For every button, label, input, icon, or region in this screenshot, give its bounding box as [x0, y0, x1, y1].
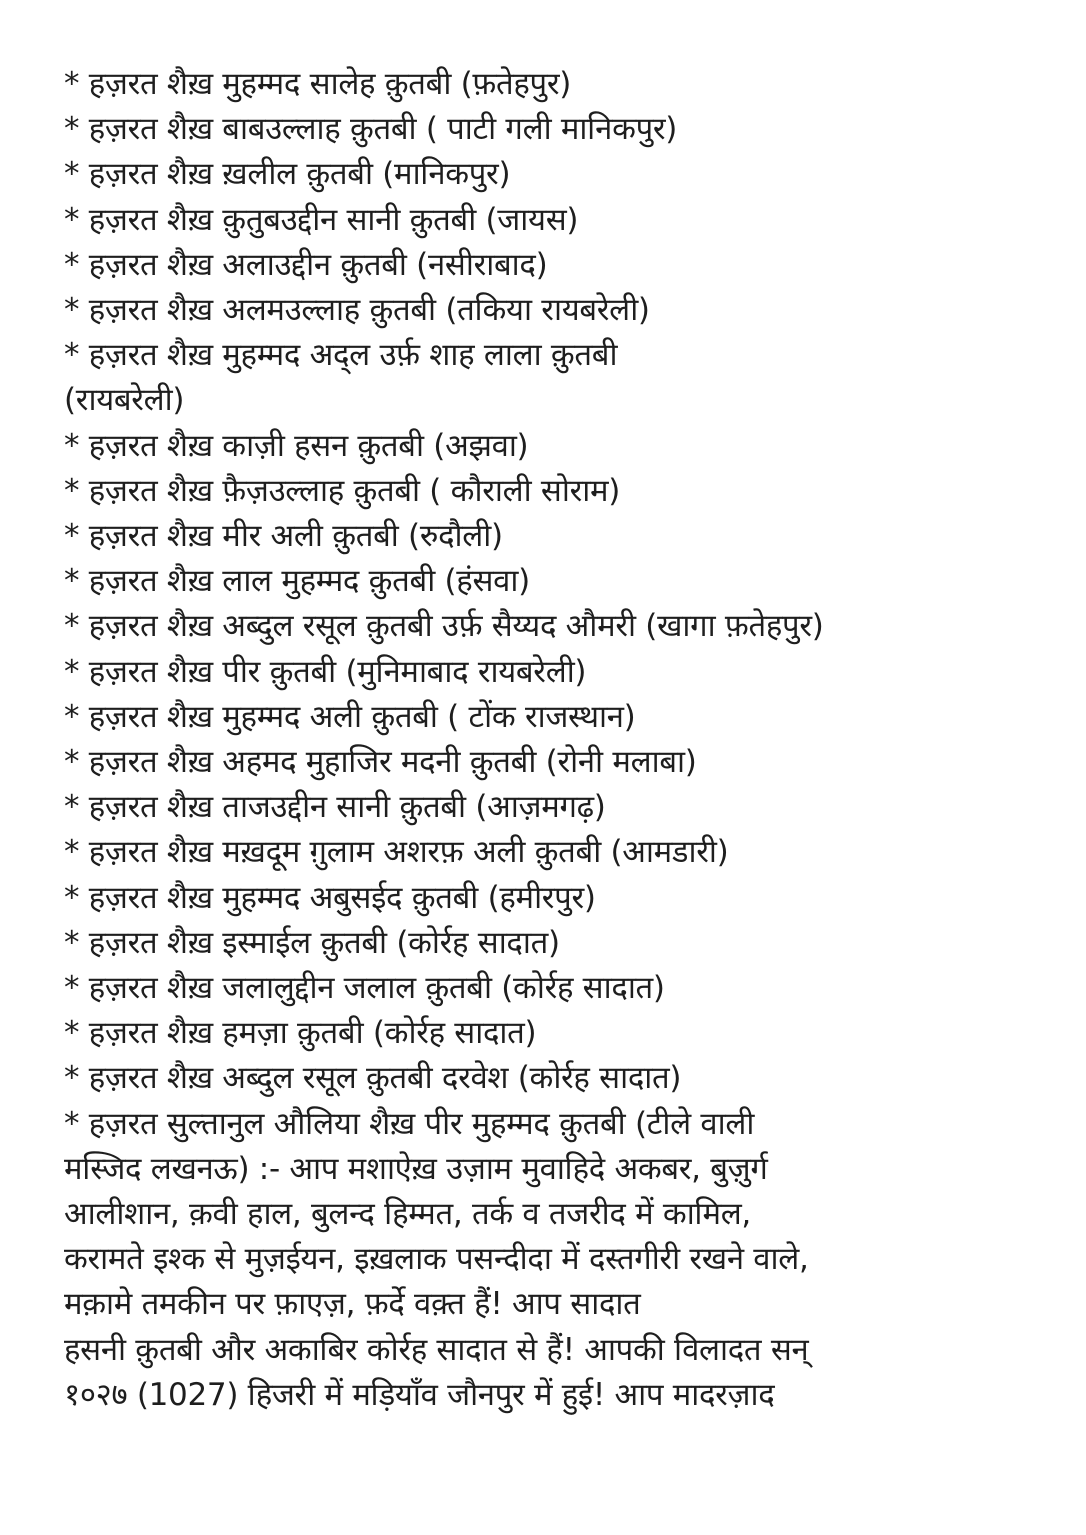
list-item: * हज़रत शैख़ अहमद मुहाजिर मदनी क़ुतबी (रोनी मलाबा): [64, 744, 697, 781]
list-item: * हज़रत शैख़ ताजउद्दीन सानी क़ुतबी (आज़मगढ़): [64, 789, 606, 826]
list-item: * हज़रत शैख़ हमज़ा क़ुतबी (कोर्रह सादात): [64, 1015, 537, 1052]
list-item: * हज़रत शैख़ अब्दुल रसूल क़ुतबी उर्फ़ सैय्यद औमरी (खागा फ़तेहपुर): [64, 608, 824, 645]
biography-paragraph: [64, 1102, 1024, 1418]
list-item: * हज़रत शैख़ मख़दूम ग़ुलाम अशरफ़ अली क़ुतबी (आमडारी): [64, 834, 729, 871]
list-item: * हज़रत शैख़ काज़ी हसन क़ुतबी (अझवा): [64, 427, 529, 464]
paragraph-line: आलीशान, क़वी हाल, बुलन्द हिम्मत, तर्क व तजरीद में कामिल,: [64, 1196, 751, 1233]
list-item: * हज़रत शैख़ अलमउल्लाह क़ुतबी (तकिया रायबरेली): [64, 292, 650, 329]
document-page: [64, 62, 1024, 1418]
list-item: * हज़रत शैख़ पीर क़ुतबी (मुनिमाबाद रायबरेली): [64, 653, 587, 690]
list-item: * हज़रत शैख़ मुहम्मद सालेह क़ुतबी (फ़तेहपुर): [64, 66, 572, 102]
list-item: * हज़रत शैख़ जलालुद्दीन जलाल क़ुतबी (कोर्रह सादात): [64, 970, 665, 1007]
paragraph-line: मस्जिद लखनऊ) :- आप मशाऐख़ उज़ाम मुवाहिदे अकबर, बुज़ुर्ग: [64, 1150, 768, 1187]
list-item: * हज़रत शैख़ क़ुतुबउद्दीन सानी क़ुतबी (जायस): [64, 201, 579, 238]
paragraph-line: मक़ामे तमकीन पर फ़ाएज़, फ़र्दे वक़्त हैं! आप सादात: [64, 1286, 641, 1323]
list-item: * हज़रत शैख़ मीर अली क़ुतबी (रुदौली): [64, 518, 503, 555]
list-item: * हज़रत शैख़ अब्दुल रसूल क़ुतबी दरवेश (कोर्रह सादात): [64, 1060, 682, 1097]
list-item: * हज़रत शैख़ लाल मुहम्मद क़ुतबी (हंसवा): [64, 563, 530, 600]
list-item: * हज़रत शैख़ फ़ैज़उल्लाह क़ुतबी ( कौराली सोराम): [64, 472, 621, 509]
list-item: * हज़रत शैख़ मुहम्मद अबुसईद क़ुतबी (हमीरपुर): [64, 879, 596, 916]
list-item: * हज़रत शैख़ मुहम्मद अद्ल उर्फ़ शाह लाला क़ुतबी: [64, 337, 618, 374]
list-item: * हज़रत शैख़ इस्माईल क़ुतबी (कोर्रह सादात): [64, 924, 560, 961]
list-item: * हज़रत शैख़ ख़लील क़ुतबी (मानिकपुर): [64, 156, 511, 193]
list-item: * हज़रत शैख़ मुहम्मद अली क़ुतबी ( टोंक राजस्थान): [64, 698, 636, 735]
paragraph-line: १०२७ (1027) हिजरी में मड़ियाँव जौनपुर में हुई! आप मादरज़ाद: [64, 1376, 775, 1413]
list-item: * हज़रत शैख़ अलाउद्दीन क़ुतबी (नसीराबाद): [64, 246, 548, 283]
paragraph-line: * हज़रत सुल्तानुल औलिया शैख़ पीर मुहम्मद क़ुतबी (टीले वाली: [64, 1105, 755, 1142]
paragraph-line: करामते इश्क से मुज़ईयन, इख़लाक पसन्दीदा में दस्तगीरी रखने वाले,: [64, 1241, 809, 1278]
list-item-continuation: (रायबरेली): [64, 382, 185, 419]
saints-list: [64, 62, 1024, 1102]
list-item: * हज़रत शैख़ बाबउल्लाह क़ुतबी ( पाटी गली मानिकपुर): [64, 111, 678, 148]
paragraph-line: हसनी क़ुतबी और अकाबिर कोर्रह सादात से हैं! आपकी विलादत सन्: [64, 1331, 809, 1368]
